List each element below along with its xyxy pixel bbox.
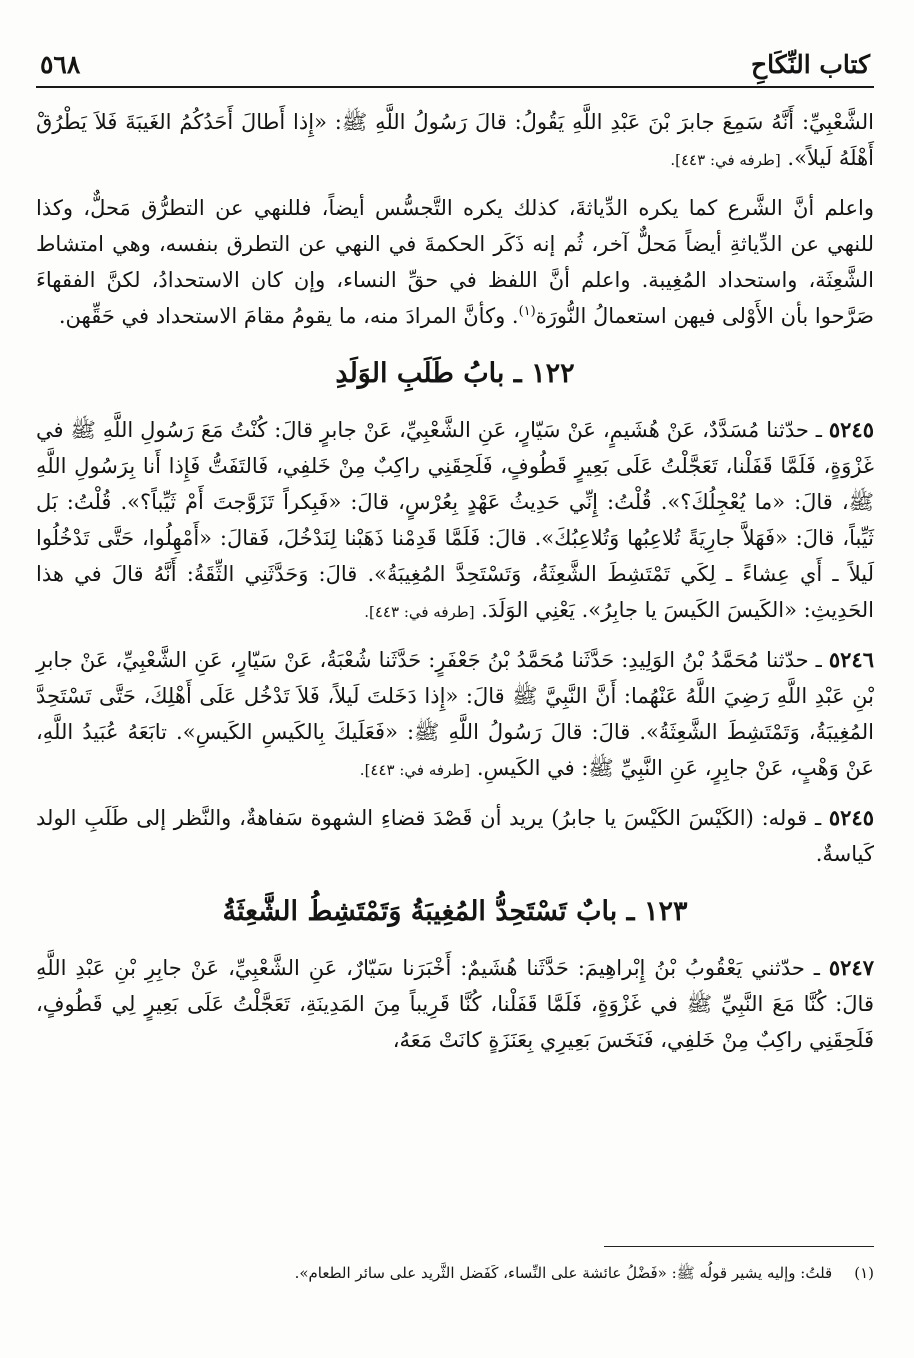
- paragraph-text-after: . وكأنَّ المرادَ منه، ما يقومُ مقامَ الاستحداد في حَقِّهن.: [58, 304, 519, 328]
- hadith-number: ٥٢٤٥: [828, 805, 874, 830]
- footnote-marker: (١): [854, 1264, 874, 1282]
- paragraph-commentary: [36, 190, 874, 334]
- running-head: [36, 48, 874, 82]
- hadith-text: ـ حدّثنا مُسَدَّدٌ، عَنْ هُشَيمٍ، عَنْ سَيّارٍ، عَنِ الشَّعْبِيِّ، عَنْ جابرٍ قالَ: كُنْتُ مَعَ رَسُولِ اللَّهِ ﷺ في غَزْوَةٍ، فَلَمَّا قَفَلْنا، تَعَجَّلْتُ عَلَى بَعِيرٍ قَطُوفٍ، فَلَحِقَنِي راكِبٌ مِنْ خَلفِي، فَالتَفَتُّ فَإِذا أَنا بِرَسُولِ اللَّهِ ﷺ، قالَ: «ما يُعْجِلُكَ؟». قُلْتُ: إِنِّي حَدِيثُ عَهْدٍ بِعُرْسٍ، قالَ: «فَبِكراً تَزَوَّجتَ أَمْ ثَيِّباً؟». قُلْتُ: بَل ثَيِّباً، قالَ: «فَهَلاَّ جارِيَةً تُلاعِبُها وَتُلاعِبُكَ». قالَ: فَلَمَّا قَدِمْنا ذَهَبْنا لِنَدْخُلَ، فَقالَ: «أَمْهِلُوا، حَتَّى تَدْخُلُوا لَيلاً ـ أَي عِشاءً ـ لِكَي تَمْتَشِطَ الشَّعِثَةُ، وَتَسْتَحِدَّ المُغِيبَةُ». قالَ: وَحَدَّثَنِي الثِّقَةُ: أَنَّهُ قالَ في هذا الحَدِيثِ: «الكَيسَ الكَيسَ يا جابِرُ». يَعْنِي الوَلَدَ.: [36, 418, 874, 622]
- book-title: كتاب النِّكَاحِ: [751, 50, 870, 79]
- footnote-text: قلتُ: وإليه يشير قولُه ﷺ: «فَضْلُ عائشة على النِّساء، كَفَضل الثَّريد على سائر الطعام».: [294, 1264, 833, 1282]
- chapter-heading: ١٢٢ ـ بابُ طَلَبِ الوَلَدِ: [335, 358, 575, 389]
- chapter-heading: ١٢٣ ـ بابٌ تَسْتَحِدُّ المُغِيبَةُ وَتَمْتَشِطُ الشَّعِثَةُ: [222, 896, 688, 927]
- hadith-number: ٥٢٤٧: [828, 955, 874, 980]
- hadith-number: ٥٢٤٥: [828, 417, 874, 442]
- cross-reference-note: [طرفه في: ٤٤٣].: [364, 603, 475, 621]
- page-number: ٥٦٨: [40, 50, 81, 79]
- hadith-number: ٥٢٤٦: [828, 647, 874, 672]
- hadith-paragraph: [36, 950, 874, 1058]
- paragraph-text: الشَّعْبِيِّ: أَنَّهُ سَمِعَ جابرَ بْنَ عَبْدِ اللَّهِ يَقُولُ: قالَ رَسُولُ اللَّهِ ﷺ: «إِذا أَطالَ أَحَدُكُمُ الغَيبَةَ فَلاَ يَطْرُقْ أَهْلَهُ لَيلاً».: [36, 110, 874, 170]
- header-rule: [36, 86, 874, 88]
- commentary-text: ـ قوله: (الكَيْسَ الكَيْسَ يا جابرُ) يريد أن قَصْدَ قضاءِ الشهوة سَفاهةٌ، والنَّظر إلى طَلَبِ الولد كَياسةٌ.: [36, 806, 874, 866]
- cross-reference-note: [طرفه في: ٤٤٣].: [359, 761, 471, 779]
- hadith-paragraph: [36, 412, 874, 630]
- paragraph-text: واعلم أنَّ الشَّرع كما يكره الدِّياثةَ، كذلك يكره التَّجسُّس أيضاً، فللنهي عن التطرُّق مَحلٌّ، وكذا للنهي عن الدِّياثةِ أيضاً مَحلٌّ آخر، ثُم إنه ذَكَر الحكمةَ في النهي عن التطرق بنفسه، وهي امتشاط الشَّعِثَة، واستحداد المُغِيبة. واعلم أنَّ اللفظ في حقِّ النساء، وإن كان الاستحدادُ، لكنَّ الفقهاءَ صَرَّحوا بأن الأَوْلى فيهن استعمالُ النُّورَة: [36, 196, 874, 328]
- footnote: [36, 1260, 874, 1286]
- hadith-text: ـ حدّثنا مُحَمَّدُ بْنُ الوَلِيدِ: حَدَّثَنا مُحَمَّدُ بْنُ جَعْفَرٍ: حَدَّثَنا شُعْبَةُ، عَنْ سَيّارٍ، عَنِ الشَّعْبِيِّ، عَنْ جابرِ بْنِ عَبْدِ اللَّهِ رَضِيَ اللَّهُ عَنْهُما: أَنَّ النَّبِيَّ ﷺ قالَ: «إِذا دَخَلتَ لَيلاً، فَلاَ تَدْخُل عَلَى أَهْلِكَ، حَتَّى تَسْتَحِدَّ المُغِيبَةُ، وَتَمْتَشِطَ الشَّعِثَةُ». قالَ: قالَ رَسُولُ اللَّهِ ﷺ: «فَعَلَيكَ بِالكَيسِ الكَيسِ». تابَعَهُ عُبَيدُ اللَّهِ، عَنْ وَهْبٍ، عَنْ جابِرٍ، عَنِ النَّبِيِّ ﷺ: في الكَيسِ.: [36, 648, 874, 780]
- footnote-reference: (١): [518, 304, 536, 319]
- hadith-text: ـ حدّثني يَعْقُوبُ بْنُ إِبْراهِيمَ: حَدَّثَنا هُشَيمٌ: أَخْبَرَنا سَيّارٌ، عَنِ الشَّعْبِيِّ، عَنْ جابِرِ بْنِ عَبْدِ اللَّهِ قالَ: كُنَّا مَعَ النَّبِيِّ ﷺ في غَزْوَةٍ، فَلَمَّا قَفَلْنا، كُنَّا قَرِيباً مِنَ المَدِينَةِ، تَعَجَّلْتُ عَلَى بَعِيرٍ لِي قَطُوفٍ، فَلَحِقَنِي راكِبٌ مِنْ خَلفِي، فَنَخَسَ بَعِيرِي بِعَنَزَةٍ كانَتْ مَعَهُ،: [36, 956, 874, 1052]
- footnote-divider: [604, 1246, 874, 1247]
- hadith-paragraph: [36, 642, 874, 788]
- document-page: [36, 48, 874, 1338]
- cross-reference-note: [طرفه في: ٤٤٣].: [670, 151, 781, 169]
- commentary-paragraph: [36, 800, 874, 872]
- paragraph-hadith-end: [36, 104, 874, 178]
